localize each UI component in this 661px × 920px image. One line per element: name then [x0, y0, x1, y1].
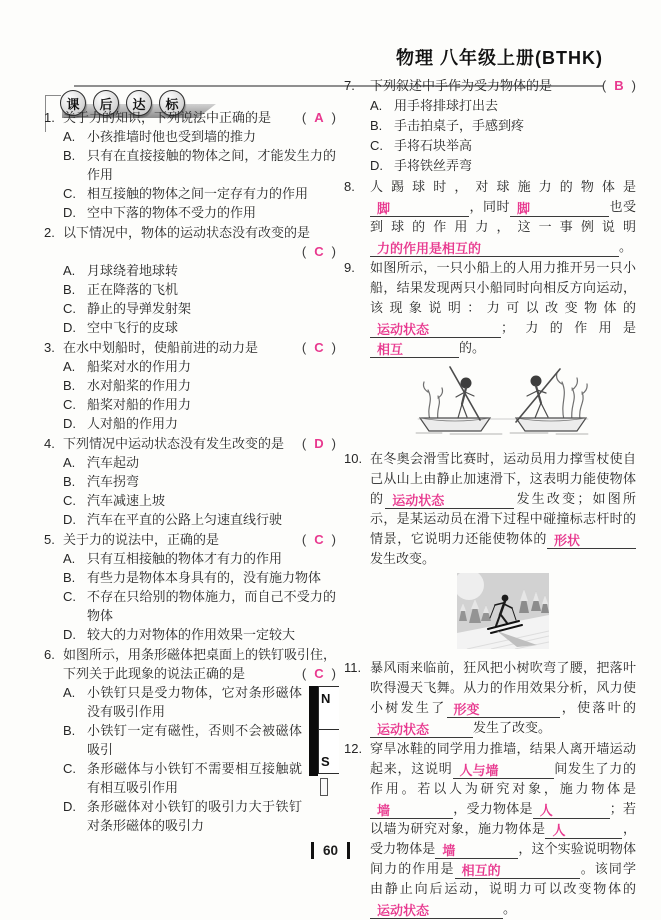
option: [63, 357, 336, 376]
option-text: 汽车减速上坡: [87, 493, 166, 508]
question-stem: [63, 530, 336, 549]
option-label: A.: [63, 129, 76, 144]
option-label: C.: [63, 493, 76, 508]
answer-blank: 脚: [510, 201, 609, 217]
option-label: C.: [63, 186, 76, 201]
option-label: C.: [63, 589, 76, 604]
option-label: B.: [63, 723, 76, 738]
option: [63, 395, 336, 414]
stem-text: 发生改变；如图所示，是某运动员在滑下过程中碰撞标志杆时的情景，它说明力还能使物体的: [370, 491, 636, 546]
options: [63, 357, 336, 433]
stem-text: ；力的作用是: [501, 320, 636, 335]
option-label: D.: [63, 799, 76, 814]
option-label: B.: [63, 570, 76, 585]
option: [63, 318, 336, 337]
badge-char-label: 后: [99, 96, 113, 112]
option-label: A.: [63, 685, 76, 700]
options: [63, 549, 336, 644]
skier-photo: [457, 573, 549, 649]
option: [63, 797, 336, 835]
options: [63, 683, 336, 835]
option: [370, 156, 636, 176]
option-text: 汽车起动: [87, 455, 140, 470]
answer-blank: 形变: [447, 702, 560, 718]
stem-text: 间发生了力的作用。若以人为研究对象，施力物体是: [370, 761, 636, 796]
stem-text: 。该同学由静止向后运动，说明力可以改变物体的: [370, 861, 636, 896]
stem-text: 。: [619, 239, 633, 254]
answer-blank: 运动状态: [385, 493, 514, 509]
stem-text: 如图所示，一只小船上的人用力推开另一只小船，结果发现两只小船同时向相反方向运动，该现象说明：力可以改变物体的: [370, 260, 636, 315]
option-text: 正在降落的飞机: [87, 282, 179, 297]
question-stem: [370, 177, 636, 257]
question-number: 3.: [44, 340, 55, 355]
paren-close: ): [331, 436, 336, 451]
option: [63, 414, 336, 433]
question: [344, 177, 636, 257]
option: [63, 127, 336, 146]
question-number: 7.: [344, 78, 355, 93]
option-text: 相互接触的物体之间一定存有力的作用: [87, 186, 309, 201]
stem-text: 下列叙述中手作为受力物体的是: [370, 78, 553, 93]
paren-open: (: [301, 244, 307, 259]
answer-blank: 墙: [435, 843, 518, 859]
badge-char-label: 课: [66, 96, 80, 112]
question: [344, 449, 636, 655]
question-number: 10.: [344, 451, 363, 466]
answer-blank: 人与墙: [453, 763, 554, 779]
question-figure: [370, 362, 636, 446]
question-stem: [63, 434, 336, 453]
questions-column-left: [44, 108, 336, 836]
option-text: 静止的导弹发射架: [87, 301, 192, 316]
option-text: 汽车在平直的公路上匀速直线行驶: [87, 512, 283, 527]
option: [63, 549, 336, 568]
stem-text: 下列情况中运动状态没有发生改变的是: [63, 436, 285, 451]
option-text: 只有互相接触的物体才有力的作用: [87, 551, 283, 566]
option: [63, 453, 336, 472]
stem-text: 关于力的说法中，正确的是: [63, 532, 220, 547]
option-text: 小孩推墙时他也受到墙的推力: [87, 129, 257, 144]
paren-close: ): [331, 340, 336, 355]
option: [63, 299, 336, 318]
paren-open: (: [301, 110, 307, 125]
option-label: A.: [63, 551, 76, 566]
question: [344, 76, 636, 176]
option: [63, 587, 336, 625]
stem-text: 以下情况中，物体的运动状态没有改变的是: [63, 225, 311, 240]
option-label: B.: [63, 378, 76, 393]
option-label: D.: [63, 320, 76, 335]
option-text: 小铁钉一定有磁性，否则不会被磁体吸引: [87, 723, 302, 757]
options: [63, 127, 336, 222]
answer-blank: 形状: [547, 533, 636, 549]
paren-close: ): [631, 78, 636, 93]
option: [63, 280, 336, 299]
option-label: D.: [63, 627, 76, 642]
page-footer: [0, 842, 661, 860]
question-number: 12.: [344, 741, 363, 756]
answer-letter: C: [314, 532, 324, 547]
option: [63, 625, 336, 644]
badge-char-label: 标: [165, 96, 179, 112]
boats-push-illustration: [414, 362, 592, 440]
answer-blank: 运动状态: [370, 722, 473, 738]
paren-open: (: [301, 532, 307, 547]
question-stem: [370, 258, 636, 358]
answer-letter: C: [314, 244, 324, 259]
option: [63, 759, 336, 797]
option-label: C.: [370, 138, 383, 153]
question-stem: [63, 108, 336, 127]
question: [44, 223, 336, 337]
stem-text: 发生改变。: [370, 551, 436, 566]
option-text: 手击拍桌子，手感到疼: [394, 118, 525, 133]
option: [370, 96, 636, 116]
stem-text: ，这个实验说明物体间力的作用是: [370, 841, 636, 876]
option-label: A.: [63, 455, 76, 470]
stem-text: ，受力物体是: [453, 801, 533, 816]
stem-text: 。: [503, 901, 517, 916]
answer-letter: B: [614, 78, 624, 93]
stem-text: 如图所示，用条形磁体把桌面上的铁钉吸引住，下列关于此现象的说法正确的是: [63, 647, 337, 681]
option-label: B.: [63, 148, 76, 163]
stem-text: 的。: [459, 340, 486, 355]
questions-column-right: [344, 76, 636, 920]
option-text: 空中下落的物体不受力的作用: [87, 205, 257, 220]
answer-choice: [302, 108, 336, 127]
stem-text: 穿旱冰鞋的同学用力推墙，结果人离开墙运动起来，这说明: [370, 741, 636, 776]
option-text: 较大的力对物体的作用效果一定较大: [87, 627, 296, 642]
option: [370, 136, 636, 156]
option-label: A.: [63, 263, 76, 278]
question-number: 2.: [44, 225, 55, 240]
option: [63, 568, 336, 587]
option: [63, 510, 336, 529]
option-label: D.: [63, 416, 76, 431]
stem-text: ；若以墙为研究对象，施力物体是: [370, 801, 636, 836]
option-label: B.: [63, 474, 76, 489]
answer-blank: 人: [545, 823, 622, 839]
option-label: C.: [63, 301, 76, 316]
stem-text: 暴风雨来临前，狂风把小树吹弯了腰，把落叶吹得漫天飞舞。从力的作用效果分析，风力使小树发生了: [370, 660, 636, 715]
paren-open: (: [601, 78, 607, 93]
option-text: 小铁钉只是受力物体，它对条形磁体没有吸引作用: [87, 685, 302, 719]
question: [344, 258, 636, 446]
options: [370, 96, 636, 176]
option-label: D.: [63, 512, 76, 527]
option: [63, 472, 336, 491]
answer-blank: 人: [533, 803, 610, 819]
stem-text: 在水中划船时，使船前进的动力是: [63, 340, 259, 355]
option: [63, 721, 336, 759]
paren-open: (: [301, 666, 307, 681]
paren-close: ): [331, 110, 336, 125]
answer-blank: 运动状态: [370, 903, 503, 919]
question-number: 5.: [44, 532, 55, 547]
question-stem: [63, 223, 336, 259]
question: [44, 645, 336, 835]
answer-blank: 相互: [370, 342, 459, 358]
option-label: D.: [63, 205, 76, 220]
page-title: 物理 八年级上册(BTHK): [396, 48, 603, 68]
option: [63, 203, 336, 222]
stem-text: ，同时: [469, 199, 510, 214]
question-number: 1.: [44, 110, 55, 125]
option-text: 手将铁丝弄弯: [394, 158, 473, 173]
stem-text: 也受到球的作用力，这一事例说明: [370, 199, 636, 234]
pole-label-s: S: [321, 754, 330, 769]
question-number: 11.: [344, 660, 362, 675]
stem-text: ，受力物体是: [370, 821, 636, 856]
answer-choice: [302, 242, 336, 261]
stem-text: ，使落叶的: [559, 700, 636, 715]
option-text: 船桨对水的作用力: [87, 359, 192, 374]
option-label: B.: [370, 118, 383, 133]
paren-open: (: [301, 340, 307, 355]
question-stem: [370, 658, 636, 738]
options: [63, 261, 336, 337]
option-text: 用手将排球打出去: [394, 98, 499, 113]
option-text: 手将石块举高: [394, 138, 473, 153]
option-text: 条形磁体与小铁钉不需要相互接触就有相互吸引作用: [87, 761, 302, 795]
option-text: 空中飞行的皮球: [87, 320, 179, 335]
question-number: 6.: [44, 647, 55, 662]
option: [63, 184, 336, 203]
option-label: B.: [63, 282, 76, 297]
question-stem: [370, 449, 636, 569]
question: [44, 338, 336, 433]
option-label: D.: [370, 158, 383, 173]
stem-text: 人踢球时，对球施力的物体是: [370, 179, 636, 194]
question-figure: [370, 573, 636, 655]
answer-blank: 墙: [370, 803, 453, 819]
option-label: C.: [63, 397, 76, 412]
question-stem: [63, 338, 336, 357]
option: [63, 261, 336, 280]
question: [44, 530, 336, 644]
option-text: 条形磁体对小铁钉的吸引力大于铁钉对条形磁体的吸引力: [87, 799, 302, 833]
option: [63, 376, 336, 395]
option-text: 有些力是物体本身具有的，没有施力物体: [87, 570, 322, 585]
answer-choice: [302, 434, 336, 453]
answer-blank: 运动状态: [370, 322, 501, 338]
question: [344, 658, 636, 738]
question-number: 9.: [344, 260, 355, 275]
question-number: 8.: [344, 179, 355, 194]
question-stem: [63, 645, 336, 683]
stem-text: 在冬奥会滑雪比赛时，运动员用力撑雪杖使自己从山上由静止加速滑下，这表明力能使物体的: [370, 451, 636, 506]
option-text: 只有在直接接触的物体之间，才能发生力的作用: [87, 148, 336, 182]
question-stem: [370, 76, 636, 96]
option-label: C.: [63, 761, 76, 776]
option-text: 人对船的作用力: [87, 416, 179, 431]
page-number: 60: [311, 842, 350, 859]
answer-letter: C: [314, 666, 324, 681]
option-text: 船桨对船的作用力: [87, 397, 192, 412]
answer-choice: [302, 664, 336, 683]
answer-blank: 力的作用是相互的: [370, 241, 619, 257]
option: [63, 146, 336, 184]
answer-letter: D: [314, 436, 324, 451]
answer-choice: [602, 76, 636, 96]
option: [63, 683, 336, 721]
badge-char-label: 达: [132, 96, 146, 112]
option: [63, 491, 336, 510]
answer-blank: 相互的: [455, 863, 580, 879]
option-label: A.: [370, 98, 383, 113]
question: [44, 434, 336, 529]
stem-text: 关于力的知识，下列说法中正确的是: [63, 110, 272, 125]
paren-close: ): [331, 532, 336, 547]
option: [370, 116, 636, 136]
answer-choice: [302, 530, 336, 549]
question-number: 4.: [44, 436, 55, 451]
pole-label-n: N: [321, 691, 331, 706]
paren-open: (: [301, 436, 307, 451]
answer-choice: [302, 338, 336, 357]
option-text: 不存在只给别的物体施力，而自己不受力的物体: [87, 589, 336, 623]
options: [63, 453, 336, 529]
option-text: 汽车拐弯: [87, 474, 140, 489]
option-text: 水对船桨的作用力: [87, 378, 192, 393]
answer-letter: C: [314, 340, 324, 355]
paren-close: ): [331, 244, 336, 259]
stem-text: 发生了改变。: [473, 720, 552, 735]
answer-blank: 脚: [370, 201, 469, 217]
paren-close: ): [331, 666, 336, 681]
question: [344, 739, 636, 919]
question-stem: [370, 739, 636, 919]
question: [44, 108, 336, 222]
option-text: 月球绕着地球转: [87, 263, 179, 278]
answer-letter: A: [314, 110, 324, 125]
option-label: A.: [63, 359, 76, 374]
